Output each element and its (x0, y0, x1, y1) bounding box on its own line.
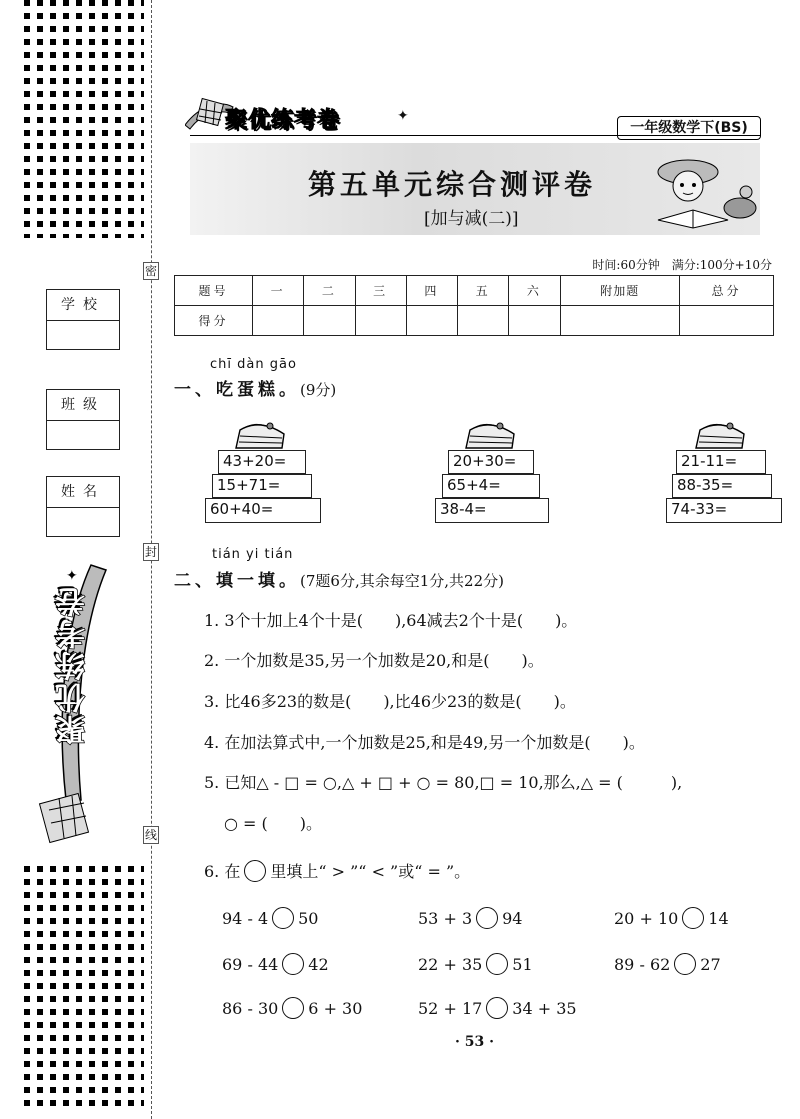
cake-layer: 65+4= (442, 474, 540, 498)
section2-title-text: 二、填一填。 (174, 571, 300, 591)
score-cell[interactable] (458, 306, 509, 336)
score-cell[interactable] (355, 306, 406, 336)
question-5: 5. 已知△ - □ = ○,△ + □ + ○ = 80,□ = 10,那么,△ = ( ), (204, 773, 683, 792)
grade-badge: 一年级数学下(BS) (617, 116, 761, 140)
sparkle-icon: ✦ (66, 568, 78, 584)
section1-title (174, 375, 336, 400)
question-2: 2. 一个加数是35,另一个加数是20,和是( )。 (204, 651, 544, 670)
answer-circle[interactable] (682, 907, 704, 929)
class-field[interactable] (46, 389, 120, 450)
comparison-item (222, 997, 362, 1019)
comparison-right: 94 (502, 908, 523, 928)
col-header: 六 (509, 276, 560, 306)
comparison-left: 89 - 62 (614, 954, 671, 974)
name-input-area[interactable] (47, 508, 119, 536)
comparison-left: 20 + 10 (614, 908, 679, 928)
section2-title (174, 566, 504, 591)
blank-circle-icon (244, 860, 266, 882)
comparison-right: 50 (298, 908, 319, 928)
cake-layer: 43+20= (218, 450, 306, 474)
section1-pinyin: chī dàn gāo (210, 357, 297, 372)
score-cell[interactable] (680, 306, 774, 336)
exam-meta: 时间:60分钟 满分:100分+10分 (592, 258, 772, 272)
comparison-right: 42 (308, 954, 329, 974)
cake-layer: 60+40= (205, 498, 321, 523)
question-1: 1. 3个十加上4个十是( ),64减去2个十是( )。 (204, 611, 578, 630)
q6-prefix: 6. 在 (204, 862, 241, 881)
cake-slice-icon (692, 418, 748, 452)
table-row (175, 276, 774, 306)
section1-title-text: 一、吃蛋糕。 (174, 380, 300, 400)
comparison-left: 22 + 35 (418, 954, 483, 974)
name-label: 姓名 (47, 477, 119, 508)
cake-layer: 15+71= (212, 474, 312, 498)
school-input-area[interactable] (47, 321, 119, 349)
cake-layer: 21-11= (676, 450, 766, 474)
class-input-area[interactable] (47, 421, 119, 449)
page-number: · 53 · (455, 1034, 494, 1050)
answer-circle[interactable] (674, 953, 696, 975)
class-label: 班级 (47, 390, 119, 421)
q6-suffix: 里填上“ > ”“ < ”或“ = ”。 (270, 862, 471, 881)
col-header: 一 (253, 276, 304, 306)
score-cell[interactable] (560, 306, 680, 336)
comparison-item (418, 997, 577, 1019)
score-cell[interactable] (406, 306, 457, 336)
row-header-score: 得分 (175, 306, 253, 336)
col-header: 四 (406, 276, 457, 306)
comparison-item (614, 953, 721, 975)
cake-layer: 20+30= (448, 450, 534, 474)
comparison-item (614, 907, 729, 929)
vertical-brand-text: 聚优练考卷 (56, 585, 91, 745)
comparison-left: 53 + 3 (418, 908, 473, 928)
score-cell[interactable] (253, 306, 304, 336)
col-header: 三 (355, 276, 406, 306)
col-header: 总分 (680, 276, 774, 306)
fold-mark-mi: 密 (144, 264, 157, 278)
question-4: 4. 在加法算式中,一个加数是25,和是49,另一个加数是( )。 (204, 733, 645, 752)
name-field[interactable] (46, 476, 120, 537)
comparison-right: 27 (700, 954, 721, 974)
answer-circle[interactable] (282, 953, 304, 975)
fold-mark-feng: 封 (144, 545, 157, 559)
school-field[interactable] (46, 289, 120, 350)
dot-pattern-bottom (24, 866, 144, 1111)
comparison-left: 52 + 17 (418, 998, 483, 1018)
school-label: 学校 (47, 290, 119, 321)
comparison-right: 14 (708, 908, 729, 928)
score-cell[interactable] (509, 306, 560, 336)
answer-circle[interactable] (272, 907, 294, 929)
sparkle-icon: ✦ (397, 108, 409, 124)
comparison-right: 51 (512, 954, 533, 974)
comparison-left: 86 - 30 (222, 998, 279, 1018)
cake-slice-icon (462, 418, 518, 452)
comparison-right: 34 + 35 (512, 998, 577, 1018)
question-3: 3. 比46多23的数是( ),比46少23的数是( )。 (204, 692, 576, 711)
section1-points: (9分) (300, 381, 337, 399)
question-5-cont: ○ = ( )。 (224, 814, 323, 833)
answer-circle[interactable] (486, 953, 508, 975)
cake-slice-icon (232, 418, 288, 452)
score-cell[interactable] (304, 306, 355, 336)
comparison-item (222, 953, 329, 975)
table-row (175, 306, 774, 336)
col-header: 五 (458, 276, 509, 306)
section2-points: (7题6分,其余每空1分,共22分) (300, 572, 504, 590)
col-header: 二 (304, 276, 355, 306)
cake-layer: 74-33= (666, 498, 782, 523)
page-subtitle: [加与减(二)] (424, 209, 519, 229)
girl-reading-illustration (648, 150, 760, 230)
answer-circle[interactable] (282, 997, 304, 1019)
question-6 (204, 859, 470, 882)
col-header: 附加题 (560, 276, 680, 306)
answer-circle[interactable] (476, 907, 498, 929)
comparison-left: 69 - 44 (222, 954, 279, 974)
score-table (174, 275, 774, 336)
comparison-item (418, 907, 522, 929)
answer-circle[interactable] (486, 997, 508, 1019)
comparison-right: 6 + 30 (308, 998, 363, 1018)
page-title: 第五单元综合测评卷 (308, 168, 597, 201)
comparison-item (222, 907, 318, 929)
dot-pattern-top (24, 0, 144, 238)
cake-layer: 88-35= (672, 474, 772, 498)
comparison-left: 94 - 4 (222, 908, 269, 928)
cake-layer: 38-4= (435, 498, 549, 523)
brand-title: 聚优练考卷 (225, 108, 341, 133)
fold-mark-xian: 线 (144, 828, 157, 842)
section2-pinyin: tián yi tián (212, 547, 294, 562)
row-header-question-no: 题号 (175, 276, 253, 306)
comparison-item (418, 953, 533, 975)
